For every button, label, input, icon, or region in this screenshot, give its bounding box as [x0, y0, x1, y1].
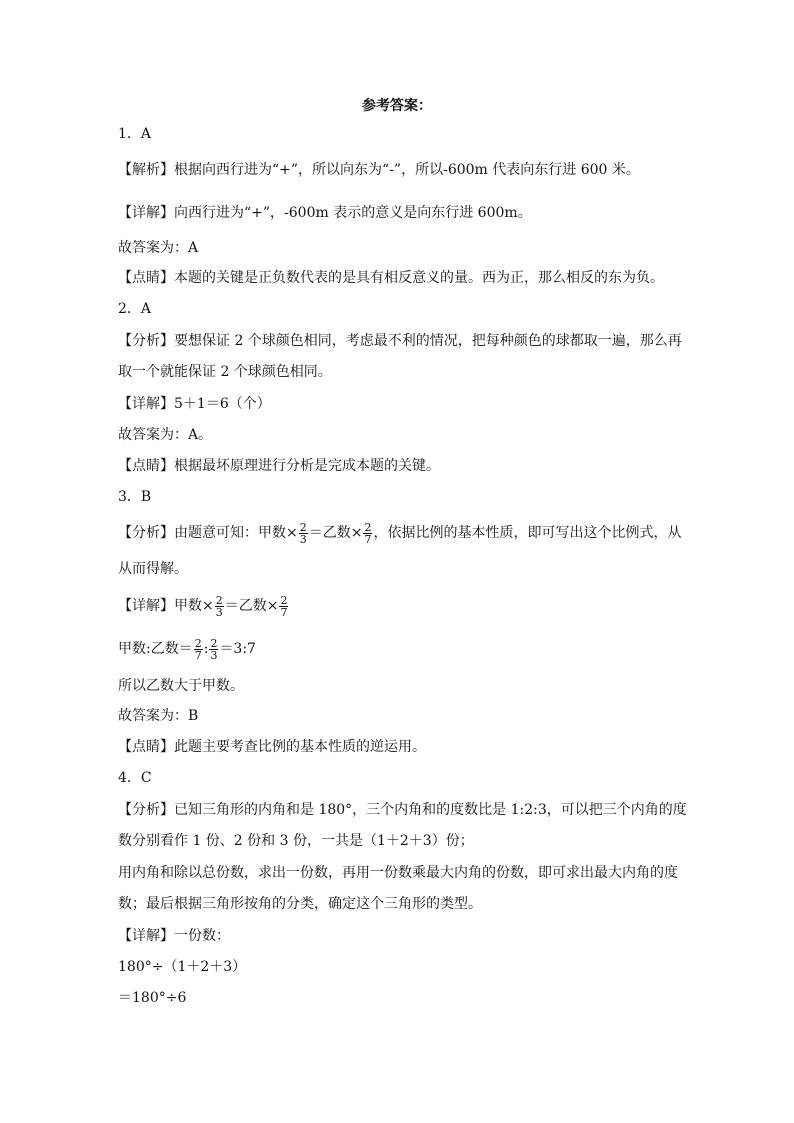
q2-detail: 【详解】5＋1＝6（个） [118, 396, 271, 412]
q4-analysis-4: 数；最后根据三角形按角的分类，确定这个三角形的类型。 [118, 896, 482, 912]
q3-detail-mid: ＝乙数× [224, 598, 279, 614]
q3-comment: 【点睛】此题主要考查比例的基本性质的逆运用。 [118, 739, 426, 755]
q4-detail: 【详解】一份数： [118, 928, 230, 944]
fraction-numerator: 2 [210, 636, 218, 650]
q4-calc-2: ＝180°÷6 [118, 990, 187, 1006]
q3-answer: 故答案为：B [118, 708, 199, 724]
q3-analysis-line [118, 520, 681, 546]
fraction [363, 522, 372, 545]
q2-analysis-2: 取一个就能保证 2 个球颜色相同。 [118, 364, 332, 380]
q3-analysis-prefix: 【分析】由题意可知：甲数× [118, 525, 298, 541]
fraction [279, 595, 288, 618]
fraction-numerator: 2 [364, 520, 372, 534]
q1-detail: 【详解】向西行进为“+”，-600m 表示的意义是向东行进 600m。 [118, 205, 532, 221]
q3-analysis-suffix: ，依据比例的基本性质，即可写出这个比例式，从 [373, 525, 682, 541]
fraction-denominator: 3 [299, 532, 307, 546]
q2-analysis-1: 【分析】要想保证 2 个球颜色相同，考虑最不利的情况，把每种颜色的球都取一遍，那么再 [118, 333, 682, 349]
fraction [215, 595, 224, 618]
fraction-numerator: 2 [299, 520, 307, 534]
q4-header: 4．C [118, 770, 152, 786]
q3-analysis-cont: 从而得解。 [118, 561, 188, 577]
q4-analysis-2: 数分别看作 1 份、2 份和 3 份，一共是（1＋2＋3）份； [118, 833, 474, 849]
fraction-numerator: 2 [215, 593, 223, 607]
q4-calc-1: 180°÷（1＋2＋3） [118, 959, 247, 975]
q3-ratio-suffix: ＝3:7 [219, 641, 256, 657]
q4-analysis-3: 用内角和除以总份数，求出一份数，再用一份数乘最大内角的份数，即可求出最大内角的度 [118, 865, 678, 881]
q3-detail-line [118, 593, 289, 619]
fraction [209, 638, 218, 661]
fraction-denominator: 7 [194, 648, 202, 662]
q3-ratio-prefix: 甲数:乙数＝ [118, 641, 193, 657]
fraction [194, 638, 203, 661]
q1-answer: 故答案为：A [118, 240, 199, 256]
fraction-denominator: 7 [364, 532, 372, 546]
q3-header: 3．B [118, 489, 152, 505]
fraction [299, 522, 308, 545]
fraction-numerator: 2 [194, 636, 202, 650]
q1-header: 1．A [118, 126, 152, 142]
q2-comment: 【点睛】根据最坏原理进行分析是完成本题的关键。 [118, 458, 440, 474]
q3-analysis-mid: ＝乙数× [308, 525, 363, 541]
q3-ratio-line [118, 636, 256, 662]
q3-detail-prefix: 【详解】甲数× [118, 598, 214, 614]
answer-title: 参考答案： [362, 98, 432, 114]
fraction-denominator: 3 [210, 648, 218, 662]
fraction-denominator: 3 [215, 605, 223, 619]
q3-ratio-colon: : [203, 641, 209, 657]
q4-analysis-1: 【分析】已知三角形的内角和是 180°，三个内角和的度数比是 1:2:3，可以把三个内角的度 [118, 802, 687, 818]
q2-answer: 故答案为：A。 [118, 427, 213, 443]
fraction-numerator: 2 [280, 593, 288, 607]
q1-comment: 【点睛】本题的关键是正负数代表的是具有相反意义的量。西为正，那么相反的东为负。 [118, 270, 664, 286]
q1-analysis: 【解析】根据向西行进为“+”，所以向东为“-”，所以-600m 代表向东行进 600 米。 [118, 162, 640, 178]
q2-header: 2．A [118, 301, 152, 317]
fraction-denominator: 7 [280, 605, 288, 619]
q3-conclusion: 所以乙数大于甲数。 [118, 678, 244, 694]
